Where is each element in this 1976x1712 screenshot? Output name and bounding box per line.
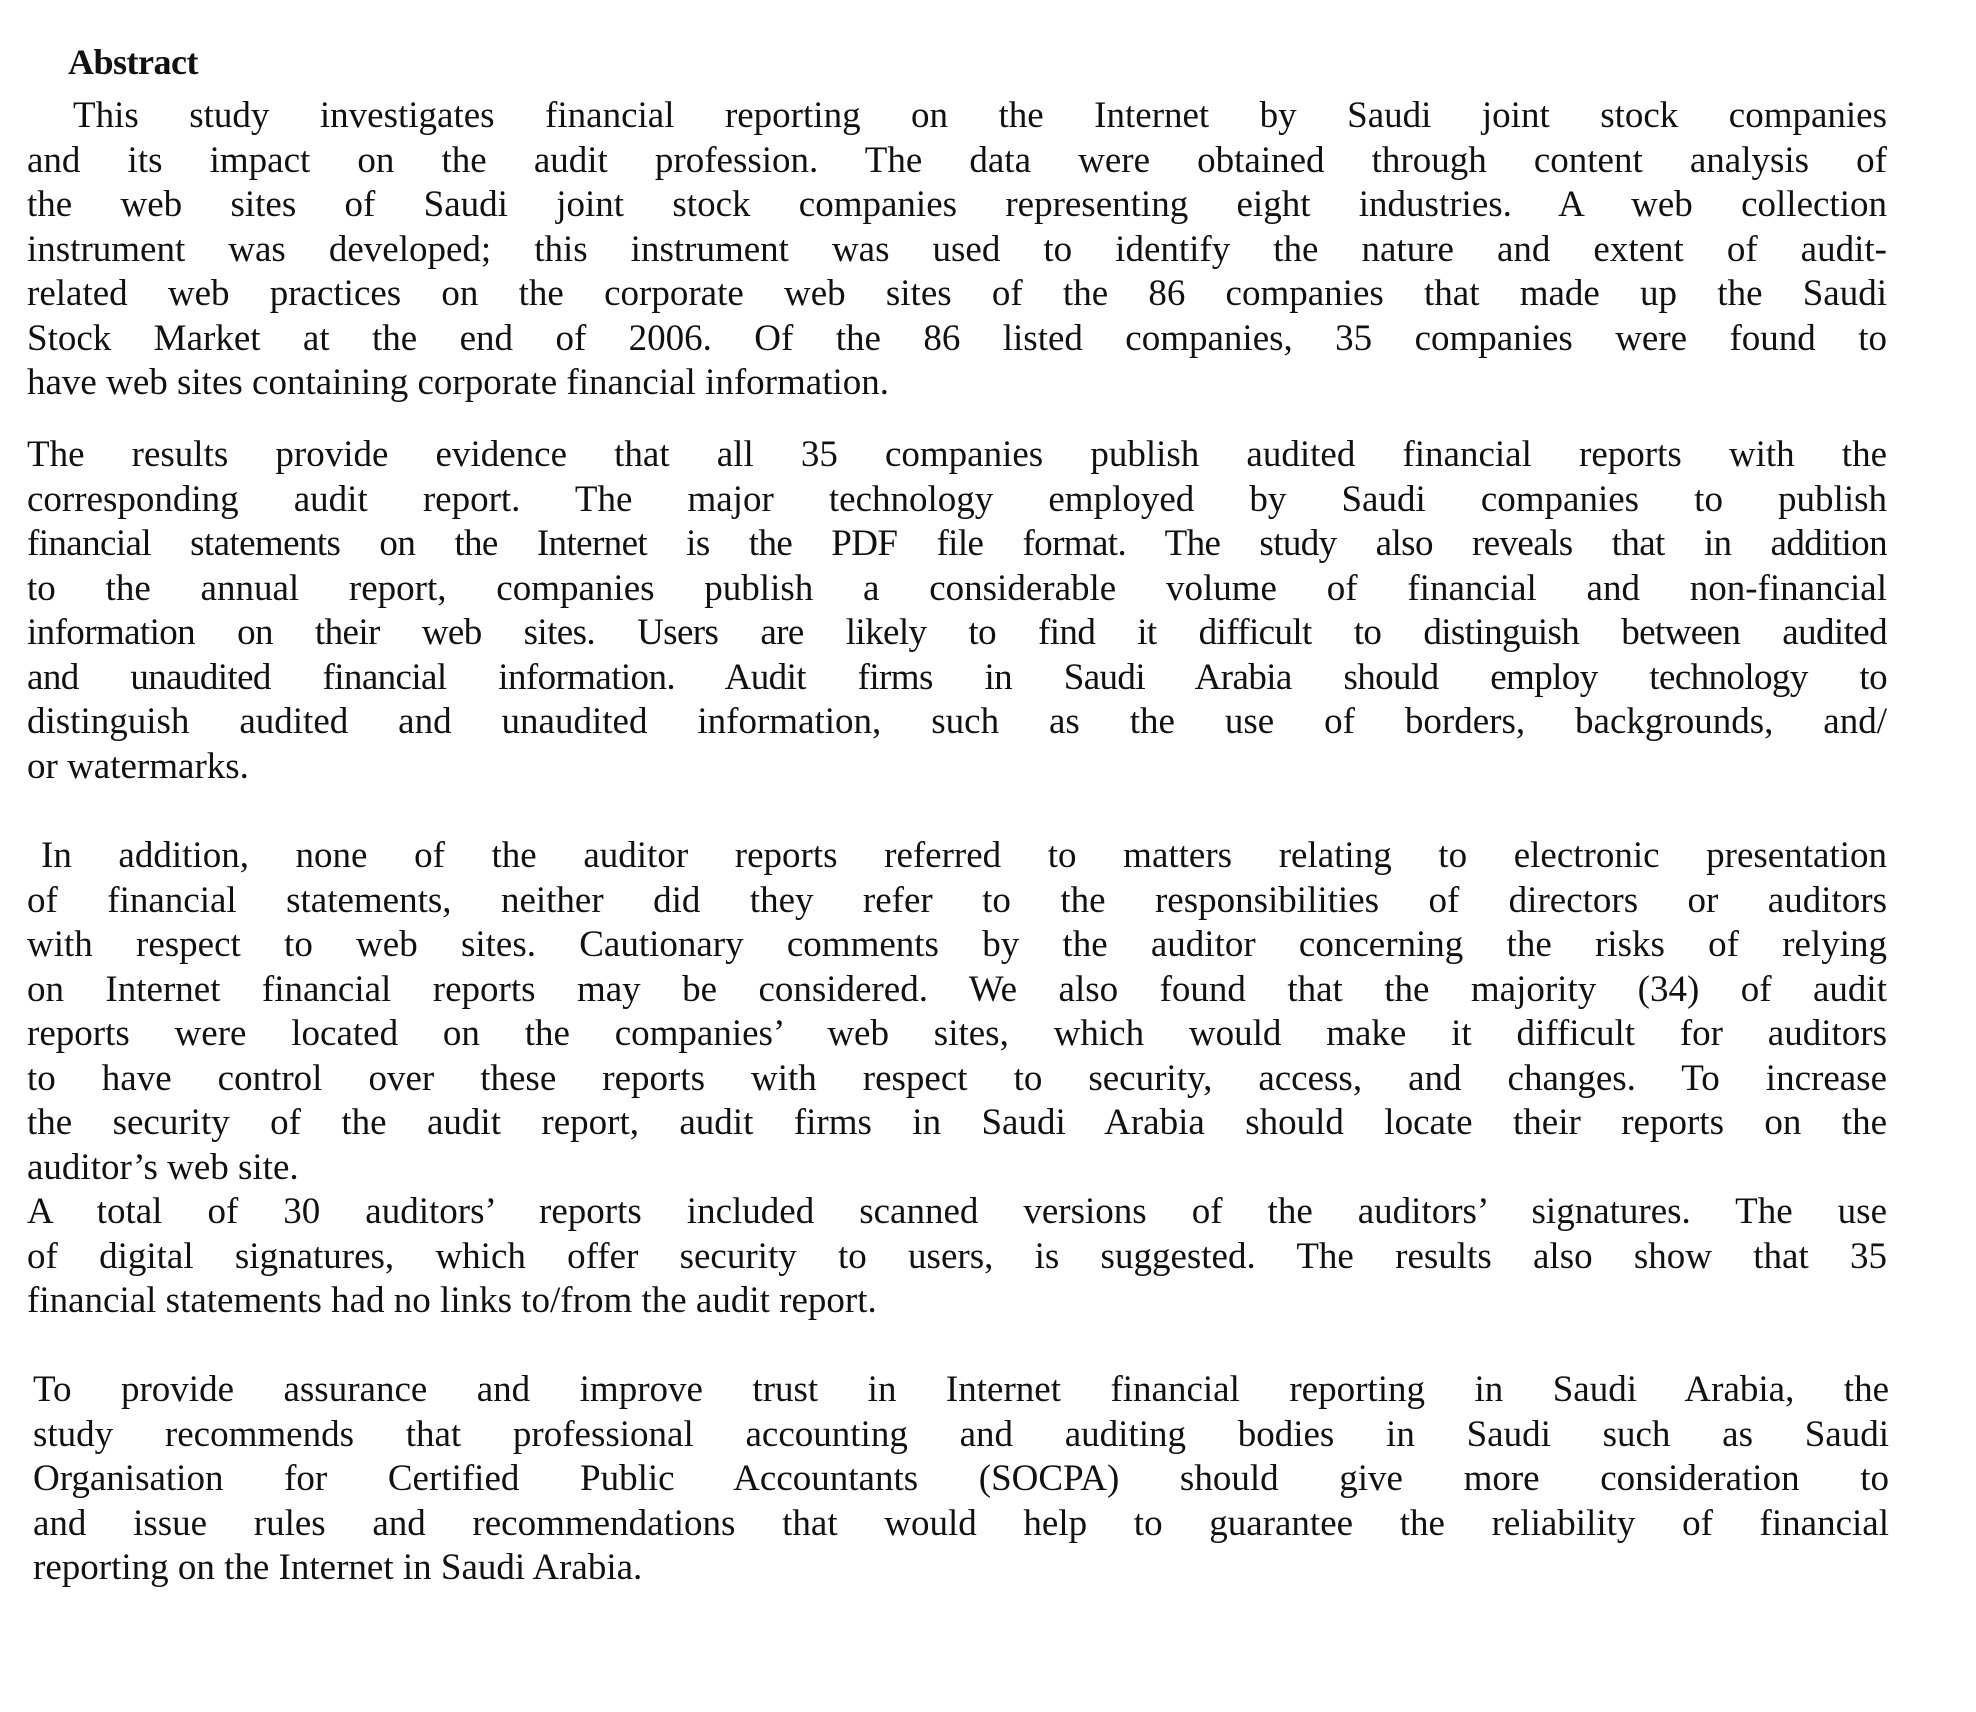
text-line: to the annual report, companies publish a considerable volume of financial and non-financial [27,567,1887,609]
text-line: In addition, none of the auditor reports referred to matters relating to electronic presentation [41,835,1887,876]
text-line: distinguish audited and unaudited information, such as the use of borders, backgrounds, and/ [27,701,1887,742]
text-line: of digital signatures, which offer security to users, is suggested. The results also show that 35 [27,1235,1887,1277]
text-line: on Internet financial reports may be considered. We also found that the majority (34) of audit [27,968,1887,1010]
abstract-heading: Abstract [68,42,198,82]
text-line: financial statements had no links to/from the audit report. [27,1280,877,1321]
text-line: the web sites of Saudi joint stock companies representing eight industries. A web collection [27,184,1887,225]
text-line: with respect to web sites. Cautionary comments by the auditor concerning the risks of relying [27,924,1887,965]
text-line: and its impact on the audit profession. The data were obtained through content analysis of [27,139,1887,181]
text-line: and issue rules and recommendations that would help to guarantee the reliability of financial [33,1502,1889,1544]
paragraph-results [27,433,1887,789]
text-line: reports were located on the companies’ web sites, which would make it difficult for auditors [27,1013,1887,1054]
text-line: Stock Market at the end of 2006. Of the 86 listed companies, 35 companies were found to [27,317,1887,359]
text-line: This study investigates financial reporting on the Internet by Saudi joint stock companies [73,95,1887,136]
paragraph-recommendations [33,1368,1889,1591]
text-line: instrument was developed; this instrument was used to identify the nature and extent of audit- [27,228,1887,270]
text-line: financial statements on the Internet is the PDF file format. The study also reveals that in addition [27,523,1887,564]
text-line: The results provide evidence that all 35 companies publish audited financial reports with the [27,434,1887,475]
paragraph-signatures [27,1190,1887,1324]
text-line: reporting on the Internet in Saudi Arabia. [33,1547,643,1588]
text-line: have web sites containing corporate financial information. [27,362,890,403]
text-line: information on their web sites. Users are likely to find it difficult to distinguish between audited [27,612,1887,653]
text-line: To provide assurance and improve trust in Internet financial reporting in Saudi Arabia, the [33,1369,1889,1410]
text-line: Organisation for Certified Public Accountants (SOCPA) should give more consideration to [33,1458,1889,1499]
text-line: study recommends that professional accounting and auditing bodies in Saudi such as Saudi [33,1413,1889,1455]
text-line: related web practices on the corporate web sites of the 86 companies that made up the Saudi [27,273,1887,314]
text-line: the security of the audit report, audit firms in Saudi Arabia should locate their reports on the [27,1102,1887,1143]
text-line: to have control over these reports with respect to security, access, and changes. To increase [27,1057,1887,1099]
text-line: and unaudited financial information. Audit firms in Saudi Arabia should employ technology to [27,656,1887,698]
text-line: corresponding audit report. The major technology employed by Saudi companies to publish [27,478,1887,520]
text-line: A total of 30 auditors’ reports included scanned versions of the auditors’ signatures. The use [27,1191,1887,1232]
paragraph-intro [27,94,1887,406]
text-line: auditor’s web site. [27,1146,299,1188]
text-line: or watermarks. [27,745,249,787]
paragraph-auditor-reports [27,834,1887,1190]
text-line: of financial statements, neither did they refer to the responsibilities of directors or auditors [27,879,1887,921]
